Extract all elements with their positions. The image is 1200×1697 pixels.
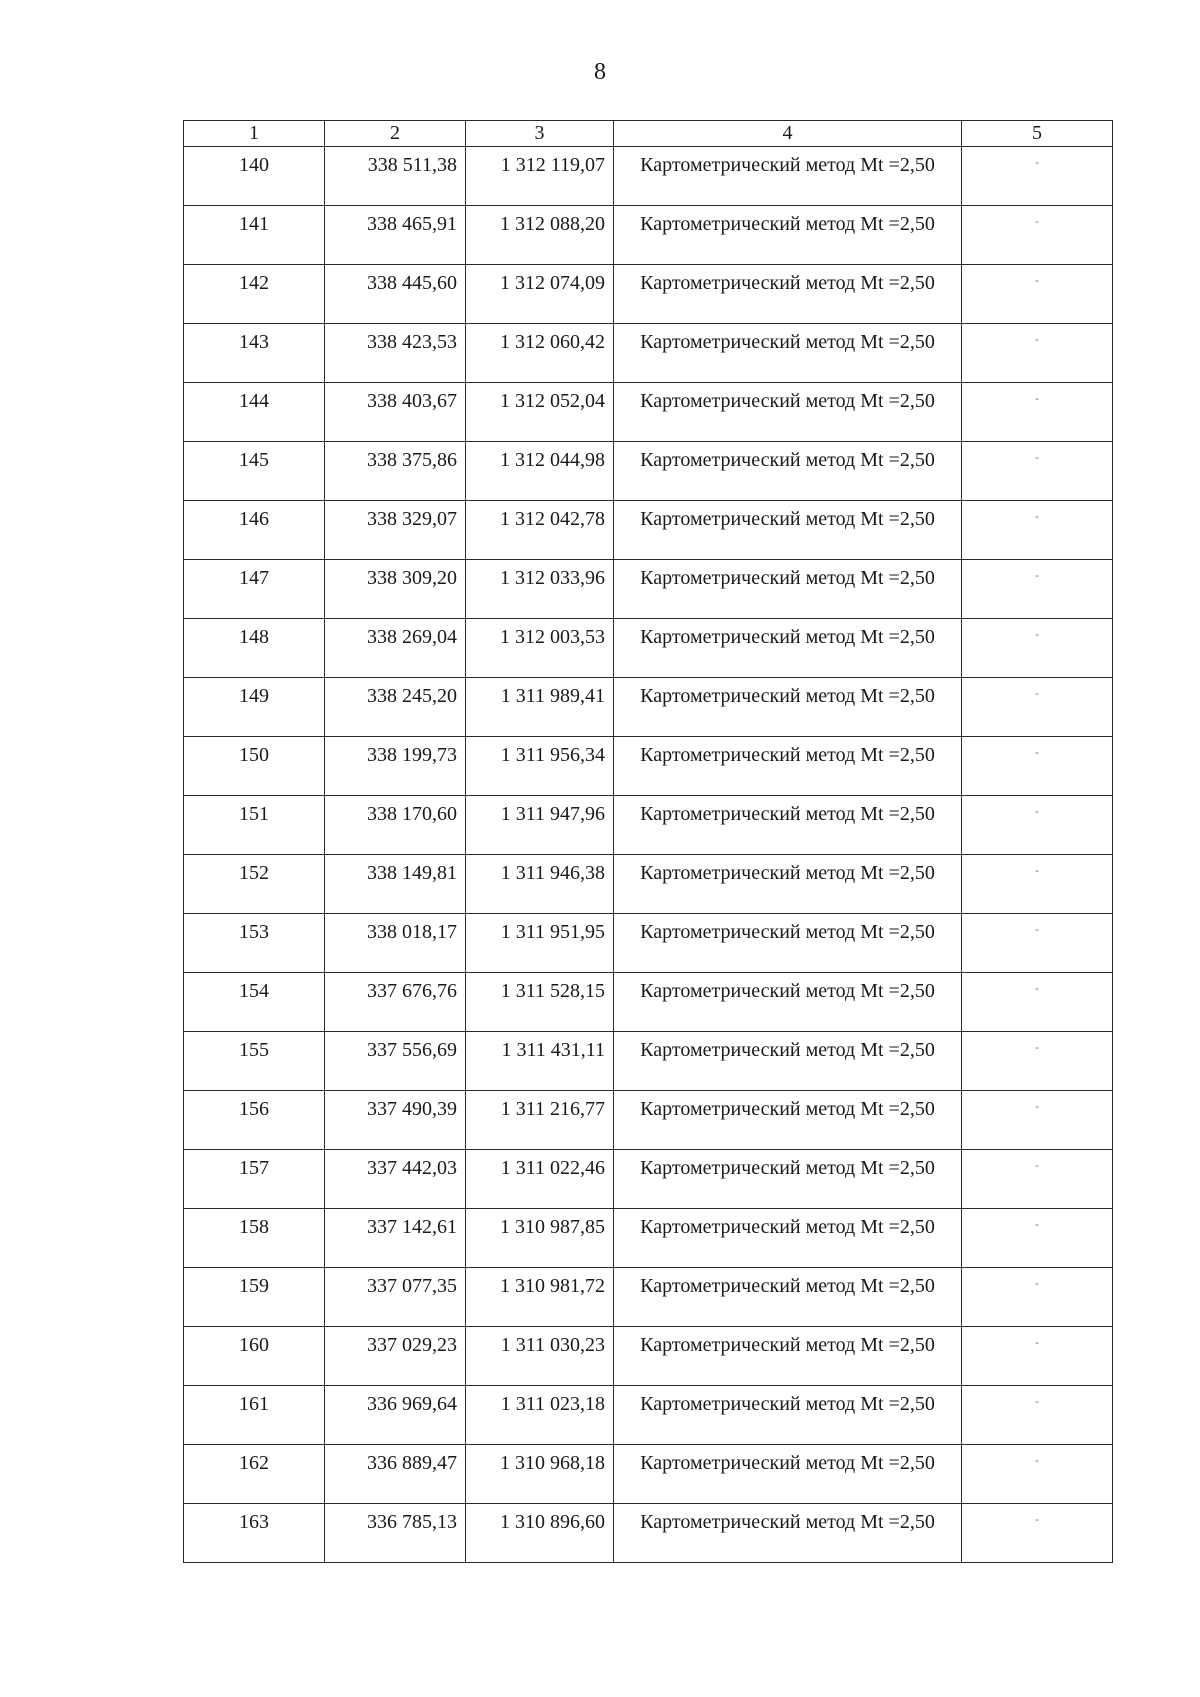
y-coordinate-cell-text: 1 311 956,34 bbox=[500, 744, 605, 766]
y-coordinate-cell bbox=[466, 147, 614, 206]
note-cell bbox=[962, 206, 1113, 265]
note-cell bbox=[962, 619, 1113, 678]
method-cell-text: Картометрический метод Mt =2,50 bbox=[640, 1216, 935, 1238]
method-cell bbox=[614, 678, 962, 737]
y-coordinate-cell bbox=[466, 1091, 614, 1150]
note-cell-text: - bbox=[1035, 745, 1039, 759]
y-coordinate-cell-text: 1 312 119,07 bbox=[500, 154, 605, 176]
x-coordinate-cell-text: 336 889,47 bbox=[367, 1452, 457, 1474]
column-header-1: 1 bbox=[184, 121, 325, 147]
point-number-cell-text: 143 bbox=[239, 331, 269, 353]
method-cell bbox=[614, 619, 962, 678]
note-cell-text: - bbox=[1035, 1335, 1039, 1349]
x-coordinate-cell bbox=[325, 442, 466, 501]
note-cell bbox=[962, 1327, 1113, 1386]
note-cell bbox=[962, 1150, 1113, 1209]
table-row bbox=[184, 442, 1113, 501]
table-row bbox=[184, 560, 1113, 619]
x-coordinate-cell bbox=[325, 1150, 466, 1209]
y-coordinate-cell-text: 1 311 946,38 bbox=[500, 862, 605, 884]
y-coordinate-cell bbox=[466, 324, 614, 383]
x-coordinate-cell-text: 338 309,20 bbox=[367, 567, 457, 589]
x-coordinate-cell bbox=[325, 855, 466, 914]
x-coordinate-cell-text: 338 018,17 bbox=[367, 921, 457, 943]
note-cell bbox=[962, 1032, 1113, 1091]
method-cell-text: Картометрический метод Mt =2,50 bbox=[640, 862, 935, 884]
point-number-cell-text: 155 bbox=[239, 1039, 269, 1061]
table-row bbox=[184, 1091, 1113, 1150]
note-cell-text: - bbox=[1035, 1512, 1039, 1526]
point-number-cell-text: 151 bbox=[239, 803, 269, 825]
method-cell-text: Картометрический метод Mt =2,50 bbox=[640, 154, 935, 176]
note-cell-text: - bbox=[1035, 981, 1039, 995]
y-coordinate-cell bbox=[466, 1327, 614, 1386]
note-cell bbox=[962, 1386, 1113, 1445]
x-coordinate-cell-text: 338 269,04 bbox=[367, 626, 457, 648]
method-cell-text: Картометрический метод Mt =2,50 bbox=[640, 1393, 935, 1415]
x-coordinate-cell-text: 337 490,39 bbox=[367, 1098, 457, 1120]
y-coordinate-cell bbox=[466, 1209, 614, 1268]
method-cell bbox=[614, 383, 962, 442]
column-header-4: 4 bbox=[614, 121, 962, 147]
note-cell-text: - bbox=[1035, 391, 1039, 405]
method-cell bbox=[614, 796, 962, 855]
x-coordinate-cell-text: 338 511,38 bbox=[367, 154, 457, 176]
point-number-cell bbox=[184, 1268, 325, 1327]
table-row bbox=[184, 324, 1113, 383]
point-number-cell bbox=[184, 1150, 325, 1209]
table-row bbox=[184, 973, 1113, 1032]
point-number-cell bbox=[184, 1032, 325, 1091]
point-number-cell bbox=[184, 1504, 325, 1563]
coordinates-table bbox=[183, 120, 1113, 1563]
y-coordinate-cell bbox=[466, 1032, 614, 1091]
method-cell-text: Картометрический метод Mt =2,50 bbox=[640, 449, 935, 471]
table-body bbox=[184, 147, 1113, 1563]
point-number-cell bbox=[184, 324, 325, 383]
y-coordinate-cell-text: 1 312 052,04 bbox=[500, 390, 605, 412]
y-coordinate-cell bbox=[466, 855, 614, 914]
x-coordinate-cell-text: 336 969,64 bbox=[367, 1393, 457, 1415]
table-row bbox=[184, 914, 1113, 973]
point-number-cell bbox=[184, 1091, 325, 1150]
method-cell bbox=[614, 1268, 962, 1327]
point-number-cell bbox=[184, 973, 325, 1032]
method-cell bbox=[614, 560, 962, 619]
x-coordinate-cell-text: 337 077,35 bbox=[367, 1275, 457, 1297]
method-cell bbox=[614, 1327, 962, 1386]
column-header-3: 3 bbox=[466, 121, 614, 147]
y-coordinate-cell bbox=[466, 1386, 614, 1445]
column-header-2: 2 bbox=[325, 121, 466, 147]
method-cell-text: Картометрический метод Mt =2,50 bbox=[640, 744, 935, 766]
table-row bbox=[184, 1032, 1113, 1091]
y-coordinate-cell bbox=[466, 619, 614, 678]
point-number-cell bbox=[184, 560, 325, 619]
point-number-cell-text: 161 bbox=[239, 1393, 269, 1415]
point-number-cell bbox=[184, 678, 325, 737]
point-number-cell-text: 150 bbox=[239, 744, 269, 766]
note-cell-text: - bbox=[1035, 1099, 1039, 1113]
x-coordinate-cell bbox=[325, 1268, 466, 1327]
point-number-cell-text: 141 bbox=[239, 213, 269, 235]
point-number-cell-text: 153 bbox=[239, 921, 269, 943]
y-coordinate-cell bbox=[466, 265, 614, 324]
method-cell bbox=[614, 914, 962, 973]
x-coordinate-cell-text: 338 445,60 bbox=[367, 272, 457, 294]
y-coordinate-cell bbox=[466, 442, 614, 501]
note-cell-text: - bbox=[1035, 1158, 1039, 1172]
note-cell bbox=[962, 501, 1113, 560]
y-coordinate-cell-text: 1 310 987,85 bbox=[500, 1216, 605, 1238]
method-cell-text: Картометрический метод Mt =2,50 bbox=[640, 1511, 935, 1533]
x-coordinate-cell bbox=[325, 1209, 466, 1268]
y-coordinate-cell-text: 1 311 951,95 bbox=[500, 921, 605, 943]
method-cell bbox=[614, 1209, 962, 1268]
table-row bbox=[184, 265, 1113, 324]
note-cell bbox=[962, 324, 1113, 383]
table-row bbox=[184, 1268, 1113, 1327]
table-row bbox=[184, 1327, 1113, 1386]
point-number-cell-text: 157 bbox=[239, 1157, 269, 1179]
x-coordinate-cell-text: 337 142,61 bbox=[367, 1216, 457, 1238]
method-cell-text: Картометрический метод Mt =2,50 bbox=[640, 1452, 935, 1474]
method-cell-text: Картометрический метод Mt =2,50 bbox=[640, 390, 935, 412]
table-row bbox=[184, 1504, 1113, 1563]
x-coordinate-cell bbox=[325, 147, 466, 206]
table-row bbox=[184, 206, 1113, 265]
method-cell bbox=[614, 1150, 962, 1209]
point-number-cell-text: 162 bbox=[239, 1452, 269, 1474]
note-cell bbox=[962, 1268, 1113, 1327]
method-cell bbox=[614, 324, 962, 383]
table-row bbox=[184, 737, 1113, 796]
y-coordinate-cell-text: 1 311 947,96 bbox=[500, 803, 605, 825]
header-row bbox=[184, 121, 1113, 147]
y-coordinate-cell-text: 1 310 968,18 bbox=[500, 1452, 605, 1474]
y-coordinate-cell bbox=[466, 1504, 614, 1563]
point-number-cell bbox=[184, 383, 325, 442]
method-cell bbox=[614, 1032, 962, 1091]
x-coordinate-cell bbox=[325, 501, 466, 560]
table-row bbox=[184, 1445, 1113, 1504]
note-cell bbox=[962, 1504, 1113, 1563]
x-coordinate-cell-text: 338 375,86 bbox=[367, 449, 457, 471]
method-cell bbox=[614, 501, 962, 560]
point-number-cell-text: 145 bbox=[239, 449, 269, 471]
table-header bbox=[184, 121, 1113, 147]
table-row bbox=[184, 678, 1113, 737]
note-cell-text: - bbox=[1035, 922, 1039, 936]
point-number-cell-text: 149 bbox=[239, 685, 269, 707]
point-number-cell-text: 144 bbox=[239, 390, 269, 412]
note-cell-text: - bbox=[1035, 1453, 1039, 1467]
method-cell-text: Картометрический метод Mt =2,50 bbox=[640, 685, 935, 707]
x-coordinate-cell-text: 338 199,73 bbox=[367, 744, 457, 766]
y-coordinate-cell-text: 1 310 981,72 bbox=[500, 1275, 605, 1297]
note-cell bbox=[962, 383, 1113, 442]
y-coordinate-cell-text: 1 312 044,98 bbox=[500, 449, 605, 471]
point-number-cell bbox=[184, 206, 325, 265]
method-cell-text: Картометрический метод Mt =2,50 bbox=[640, 331, 935, 353]
note-cell-text: - bbox=[1035, 509, 1039, 523]
y-coordinate-cell-text: 1 311 216,77 bbox=[500, 1098, 605, 1120]
y-coordinate-cell-text: 1 311 023,18 bbox=[500, 1393, 605, 1415]
point-number-cell-text: 160 bbox=[239, 1334, 269, 1356]
note-cell-text: - bbox=[1035, 1394, 1039, 1408]
y-coordinate-cell-text: 1 312 042,78 bbox=[500, 508, 605, 530]
point-number-cell bbox=[184, 147, 325, 206]
note-cell bbox=[962, 1091, 1113, 1150]
x-coordinate-cell-text: 336 785,13 bbox=[367, 1511, 457, 1533]
point-number-cell bbox=[184, 1386, 325, 1445]
x-coordinate-cell bbox=[325, 973, 466, 1032]
method-cell bbox=[614, 1504, 962, 1563]
y-coordinate-cell bbox=[466, 796, 614, 855]
note-cell bbox=[962, 796, 1113, 855]
x-coordinate-cell-text: 338 403,67 bbox=[367, 390, 457, 412]
note-cell bbox=[962, 737, 1113, 796]
x-coordinate-cell-text: 338 245,20 bbox=[367, 685, 457, 707]
method-cell bbox=[614, 265, 962, 324]
point-number-cell bbox=[184, 796, 325, 855]
note-cell bbox=[962, 560, 1113, 619]
method-cell-text: Картометрический метод Mt =2,50 bbox=[640, 508, 935, 530]
x-coordinate-cell bbox=[325, 206, 466, 265]
point-number-cell-text: 159 bbox=[239, 1275, 269, 1297]
point-number-cell-text: 154 bbox=[239, 980, 269, 1002]
method-cell-text: Картометрический метод Mt =2,50 bbox=[640, 567, 935, 589]
y-coordinate-cell-text: 1 312 074,09 bbox=[500, 272, 605, 294]
x-coordinate-cell bbox=[325, 1091, 466, 1150]
method-cell-text: Картометрический метод Mt =2,50 bbox=[640, 1039, 935, 1061]
point-number-cell-text: 156 bbox=[239, 1098, 269, 1120]
x-coordinate-cell bbox=[325, 737, 466, 796]
x-coordinate-cell bbox=[325, 678, 466, 737]
x-coordinate-cell bbox=[325, 914, 466, 973]
x-coordinate-cell-text: 337 556,69 bbox=[367, 1039, 457, 1061]
note-cell-text: - bbox=[1035, 155, 1039, 169]
y-coordinate-cell bbox=[466, 206, 614, 265]
point-number-cell-text: 146 bbox=[239, 508, 269, 530]
y-coordinate-cell bbox=[466, 1445, 614, 1504]
y-coordinate-cell bbox=[466, 1268, 614, 1327]
x-coordinate-cell-text: 338 149,81 bbox=[367, 862, 457, 884]
note-cell-text: - bbox=[1035, 1040, 1039, 1054]
method-cell-text: Картометрический метод Mt =2,50 bbox=[640, 626, 935, 648]
method-cell bbox=[614, 855, 962, 914]
method-cell bbox=[614, 1445, 962, 1504]
x-coordinate-cell bbox=[325, 560, 466, 619]
y-coordinate-cell bbox=[466, 678, 614, 737]
table-row bbox=[184, 796, 1113, 855]
table-row bbox=[184, 1209, 1113, 1268]
point-number-cell-text: 152 bbox=[239, 862, 269, 884]
note-cell bbox=[962, 147, 1113, 206]
point-number-cell bbox=[184, 1445, 325, 1504]
point-number-cell bbox=[184, 855, 325, 914]
y-coordinate-cell-text: 1 312 088,20 bbox=[500, 213, 605, 235]
method-cell bbox=[614, 147, 962, 206]
method-cell bbox=[614, 737, 962, 796]
x-coordinate-cell-text: 338 465,91 bbox=[367, 213, 457, 235]
x-coordinate-cell-text: 338 170,60 bbox=[367, 803, 457, 825]
note-cell-text: - bbox=[1035, 686, 1039, 700]
point-number-cell-text: 142 bbox=[239, 272, 269, 294]
table-row bbox=[184, 855, 1113, 914]
note-cell bbox=[962, 855, 1113, 914]
note-cell bbox=[962, 442, 1113, 501]
x-coordinate-cell bbox=[325, 1504, 466, 1563]
note-cell-text: - bbox=[1035, 568, 1039, 582]
table-row bbox=[184, 147, 1113, 206]
method-cell-text: Картометрический метод Mt =2,50 bbox=[640, 980, 935, 1002]
method-cell bbox=[614, 1091, 962, 1150]
x-coordinate-cell-text: 337 676,76 bbox=[367, 980, 457, 1002]
method-cell bbox=[614, 442, 962, 501]
method-cell-text: Картометрический метод Mt =2,50 bbox=[640, 1334, 935, 1356]
note-cell-text: - bbox=[1035, 627, 1039, 641]
table-row bbox=[184, 619, 1113, 678]
point-number-cell bbox=[184, 1327, 325, 1386]
x-coordinate-cell bbox=[325, 1445, 466, 1504]
method-cell bbox=[614, 973, 962, 1032]
y-coordinate-cell-text: 1 311 022,46 bbox=[500, 1157, 605, 1179]
x-coordinate-cell bbox=[325, 265, 466, 324]
point-number-cell-text: 148 bbox=[239, 626, 269, 648]
y-coordinate-cell bbox=[466, 914, 614, 973]
x-coordinate-cell-text: 337 442,03 bbox=[367, 1157, 457, 1179]
method-cell bbox=[614, 206, 962, 265]
y-coordinate-cell bbox=[466, 1150, 614, 1209]
y-coordinate-cell bbox=[466, 383, 614, 442]
point-number-cell bbox=[184, 1209, 325, 1268]
x-coordinate-cell-text: 338 329,07 bbox=[367, 508, 457, 530]
x-coordinate-cell bbox=[325, 1386, 466, 1445]
note-cell bbox=[962, 678, 1113, 737]
x-coordinate-cell-text: 338 423,53 bbox=[367, 331, 457, 353]
note-cell-text: - bbox=[1035, 214, 1039, 228]
note-cell-text: - bbox=[1035, 332, 1039, 346]
note-cell-text: - bbox=[1035, 273, 1039, 287]
note-cell-text: - bbox=[1035, 450, 1039, 464]
y-coordinate-cell-text: 1 311 989,41 bbox=[500, 685, 605, 707]
point-number-cell bbox=[184, 619, 325, 678]
point-number-cell bbox=[184, 265, 325, 324]
point-number-cell-text: 147 bbox=[239, 567, 269, 589]
point-number-cell-text: 158 bbox=[239, 1216, 269, 1238]
x-coordinate-cell-text: 337 029,23 bbox=[367, 1334, 457, 1356]
method-cell-text: Картометрический метод Mt =2,50 bbox=[640, 1157, 935, 1179]
y-coordinate-cell-text: 1 312 033,96 bbox=[500, 567, 605, 589]
note-cell-text: - bbox=[1035, 1276, 1039, 1290]
y-coordinate-cell bbox=[466, 973, 614, 1032]
point-number-cell-text: 140 bbox=[239, 154, 269, 176]
table-row bbox=[184, 1386, 1113, 1445]
x-coordinate-cell bbox=[325, 324, 466, 383]
column-header-5: 5 bbox=[962, 121, 1113, 147]
table-row bbox=[184, 1150, 1113, 1209]
y-coordinate-cell-text: 1 311 431,11 bbox=[501, 1039, 605, 1061]
method-cell-text: Картометрический метод Mt =2,50 bbox=[640, 1275, 935, 1297]
x-coordinate-cell bbox=[325, 383, 466, 442]
y-coordinate-cell-text: 1 310 896,60 bbox=[500, 1511, 605, 1533]
table-row bbox=[184, 383, 1113, 442]
point-number-cell-text: 163 bbox=[239, 1511, 269, 1533]
note-cell bbox=[962, 1445, 1113, 1504]
x-coordinate-cell bbox=[325, 1327, 466, 1386]
note-cell bbox=[962, 914, 1113, 973]
table-row bbox=[184, 501, 1113, 560]
y-coordinate-cell bbox=[466, 737, 614, 796]
page-number: 8 bbox=[594, 59, 606, 85]
note-cell-text: - bbox=[1035, 1217, 1039, 1231]
y-coordinate-cell-text: 1 312 060,42 bbox=[500, 331, 605, 353]
y-coordinate-cell bbox=[466, 501, 614, 560]
point-number-cell bbox=[184, 737, 325, 796]
point-number-cell bbox=[184, 914, 325, 973]
x-coordinate-cell bbox=[325, 1032, 466, 1091]
note-cell bbox=[962, 265, 1113, 324]
note-cell-text: - bbox=[1035, 863, 1039, 877]
note-cell bbox=[962, 1209, 1113, 1268]
method-cell-text: Картометрический метод Mt =2,50 bbox=[640, 272, 935, 294]
point-number-cell bbox=[184, 501, 325, 560]
y-coordinate-cell bbox=[466, 560, 614, 619]
method-cell-text: Картометрический метод Mt =2,50 bbox=[640, 213, 935, 235]
method-cell-text: Картометрический метод Mt =2,50 bbox=[640, 1098, 935, 1120]
note-cell-text: - bbox=[1035, 804, 1039, 818]
x-coordinate-cell bbox=[325, 796, 466, 855]
method-cell bbox=[614, 1386, 962, 1445]
x-coordinate-cell bbox=[325, 619, 466, 678]
y-coordinate-cell-text: 1 311 528,15 bbox=[500, 980, 605, 1002]
y-coordinate-cell-text: 1 311 030,23 bbox=[500, 1334, 605, 1356]
y-coordinate-cell-text: 1 312 003,53 bbox=[500, 626, 605, 648]
point-number-cell bbox=[184, 442, 325, 501]
note-cell bbox=[962, 973, 1113, 1032]
method-cell-text: Картометрический метод Mt =2,50 bbox=[640, 921, 935, 943]
method-cell-text: Картометрический метод Mt =2,50 bbox=[640, 803, 935, 825]
